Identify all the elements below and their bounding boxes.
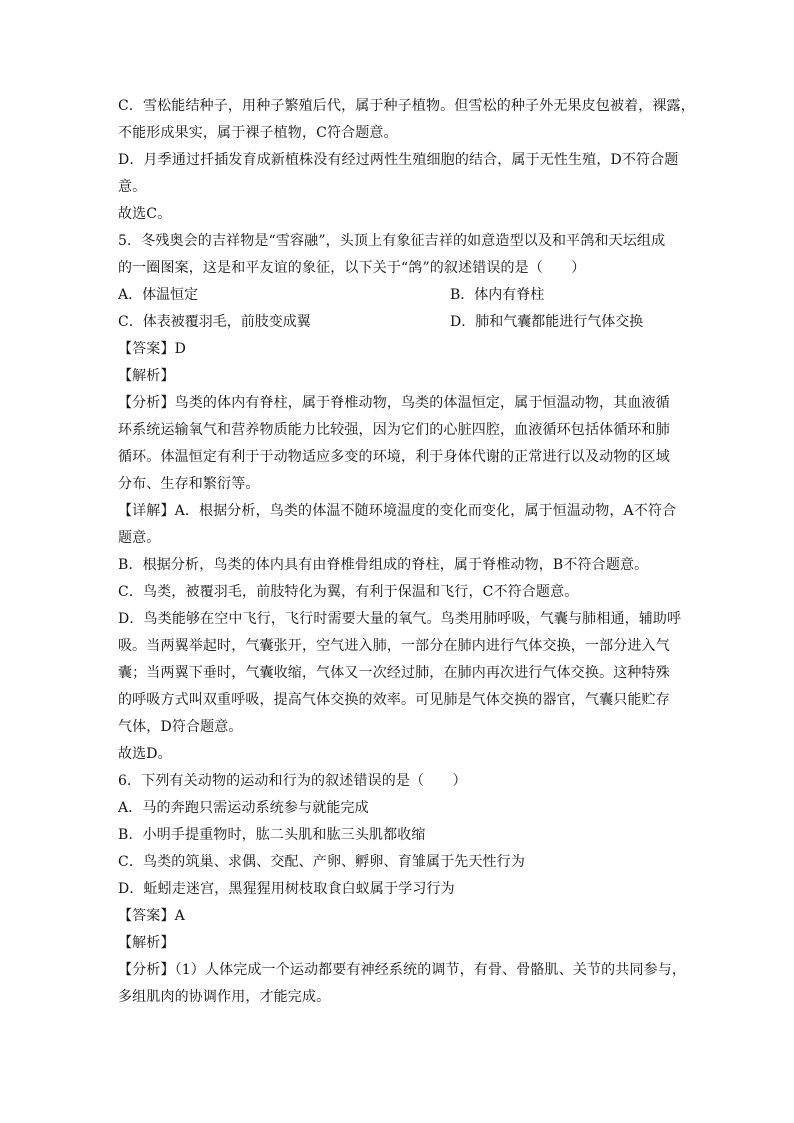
q6-analysis-line-2: 多组肌肉的协调作用，才能完成。 [118,989,331,1005]
q5-options-row-1 [118,282,678,309]
q5-detail-line-7: 囊；当两翼下垂时，气囊收缩，气体又一次经过肺，在肺内再次进行气体交换。这种特殊 [118,665,670,681]
q5-detail-line-1: 【详解】A．根据分析，鸟类的体温不随环境温度的变化而变化，属于恒温动物，A不符合 [118,503,677,519]
q5-option-c: C．体表被覆羽毛，前肢变成翼 [118,314,311,330]
q4-option-d-line-1: D．月季通过扦插发育成新植株没有经过两性生殖细胞的结合，属于无性生殖，D不符合题 [118,152,679,168]
q5-detail-line-5: D．鸟类能够在空中飞行，飞行时需要大量的氧气。鸟类用肺呼吸，气囊与肺相通，辅助呼 [118,611,682,627]
q6-answer: 【答案】A [118,908,185,924]
q6-option-b: B．小明手提重物时，肱二头肌和肱三头肌都收缩 [118,827,426,843]
q6-option-d: D．蚯蚓走迷宫，黑猩猩用树枝取食白蚁属于学习行为 [118,881,455,897]
q6-option-c: C．鸟类的筑巢、求偶、交配、产卵、孵卵、育雏属于先天性行为 [118,854,526,870]
q5-analysis-line-1: 【分析】鸟类的体内有脊柱，属于脊椎动物，鸟类的体温恒定，属于恒温动物，其血液循 [118,395,670,411]
q5-stem-line-2: 的一圈图案，这是和平友谊的象征，以下关于“鸽”的叙述错误的是（ ） [118,260,586,276]
q5-detail-line-6: 吸。当两翼举起时，气囊张开，空气进入肺，一部分在肺内进行气体交换，一部分进入气 [118,638,670,654]
q5-analysis-line-3: 循环。体温恒定有利于于动物适应多变的环境，利于身体代谢的正常进行以及动物的区域 [118,449,670,465]
document-page [118,93,695,1011]
q5-option-d: D．肺和气囊都能进行气体交换 [450,314,644,330]
q5-detail-line-2: 题意。 [118,530,161,546]
q5-option-a: A．体温恒定 [118,287,199,303]
q5-detail-line-8: 的呼吸方式叫双重呼吸，提高气体交换的效率。可见肺是气体交换的器官，气囊只能贮存 [118,692,670,708]
q5-analysis-heading: 【解析】 [118,368,175,384]
q5-detail-line-4: C．鸟类，被覆羽毛，前肢特化为翼，有利于保温和飞行，C不符合题意。 [118,584,579,600]
q4-conclusion: 故选C。 [118,206,172,222]
q5-option-b: B．体内有脊柱 [450,287,545,303]
q6-analysis-line-1: 【分析】（1）人体完成一个运动都要有神经系统的调节，有骨、骨骼肌、关节的共同参与， [118,962,687,978]
q5-analysis-line-4: 分布、生存和繁衍等。 [118,476,260,492]
q5-stem-line-1: 5．冬残奥会的吉祥物是“雪容融”，头顶上有象征吉祥的如意造型以及和平鸽和天坛组成 [118,233,666,249]
q5-detail-line-3: B．根据分析，鸟类的体内具有由脊椎骨组成的脊柱，属于脊椎动物，B不符合题意。 [118,557,649,573]
q4-option-c-line-2: 不能形成果实，属于裸子植物，C符合题意。 [118,125,398,141]
q5-detail-line-9: 气体，D符合题意。 [118,719,243,735]
q5-analysis-line-2: 环系统运输氧气和营养物质能力比较强，因为它们的心脏四腔，血液循环包括体循环和肺 [118,422,670,438]
q5-options-row-2 [118,309,678,336]
q4-option-d-line-2: 意。 [118,179,147,195]
q6-analysis-heading: 【解析】 [118,935,175,951]
q5-conclusion: 故选D。 [118,746,172,762]
q6-option-a: A．马的奔跑只需运动系统参与就能完成 [118,800,369,816]
q6-stem: 6．下列有关动物的运动和行为的叙述错误的是（ ） [118,773,467,789]
q4-option-c-line-1: C．雪松能结种子，用种子繁殖后代，属于种子植物。但雪松的种子外无果皮包被着，裸露， [118,98,695,114]
q5-answer: 【答案】D [118,341,186,357]
